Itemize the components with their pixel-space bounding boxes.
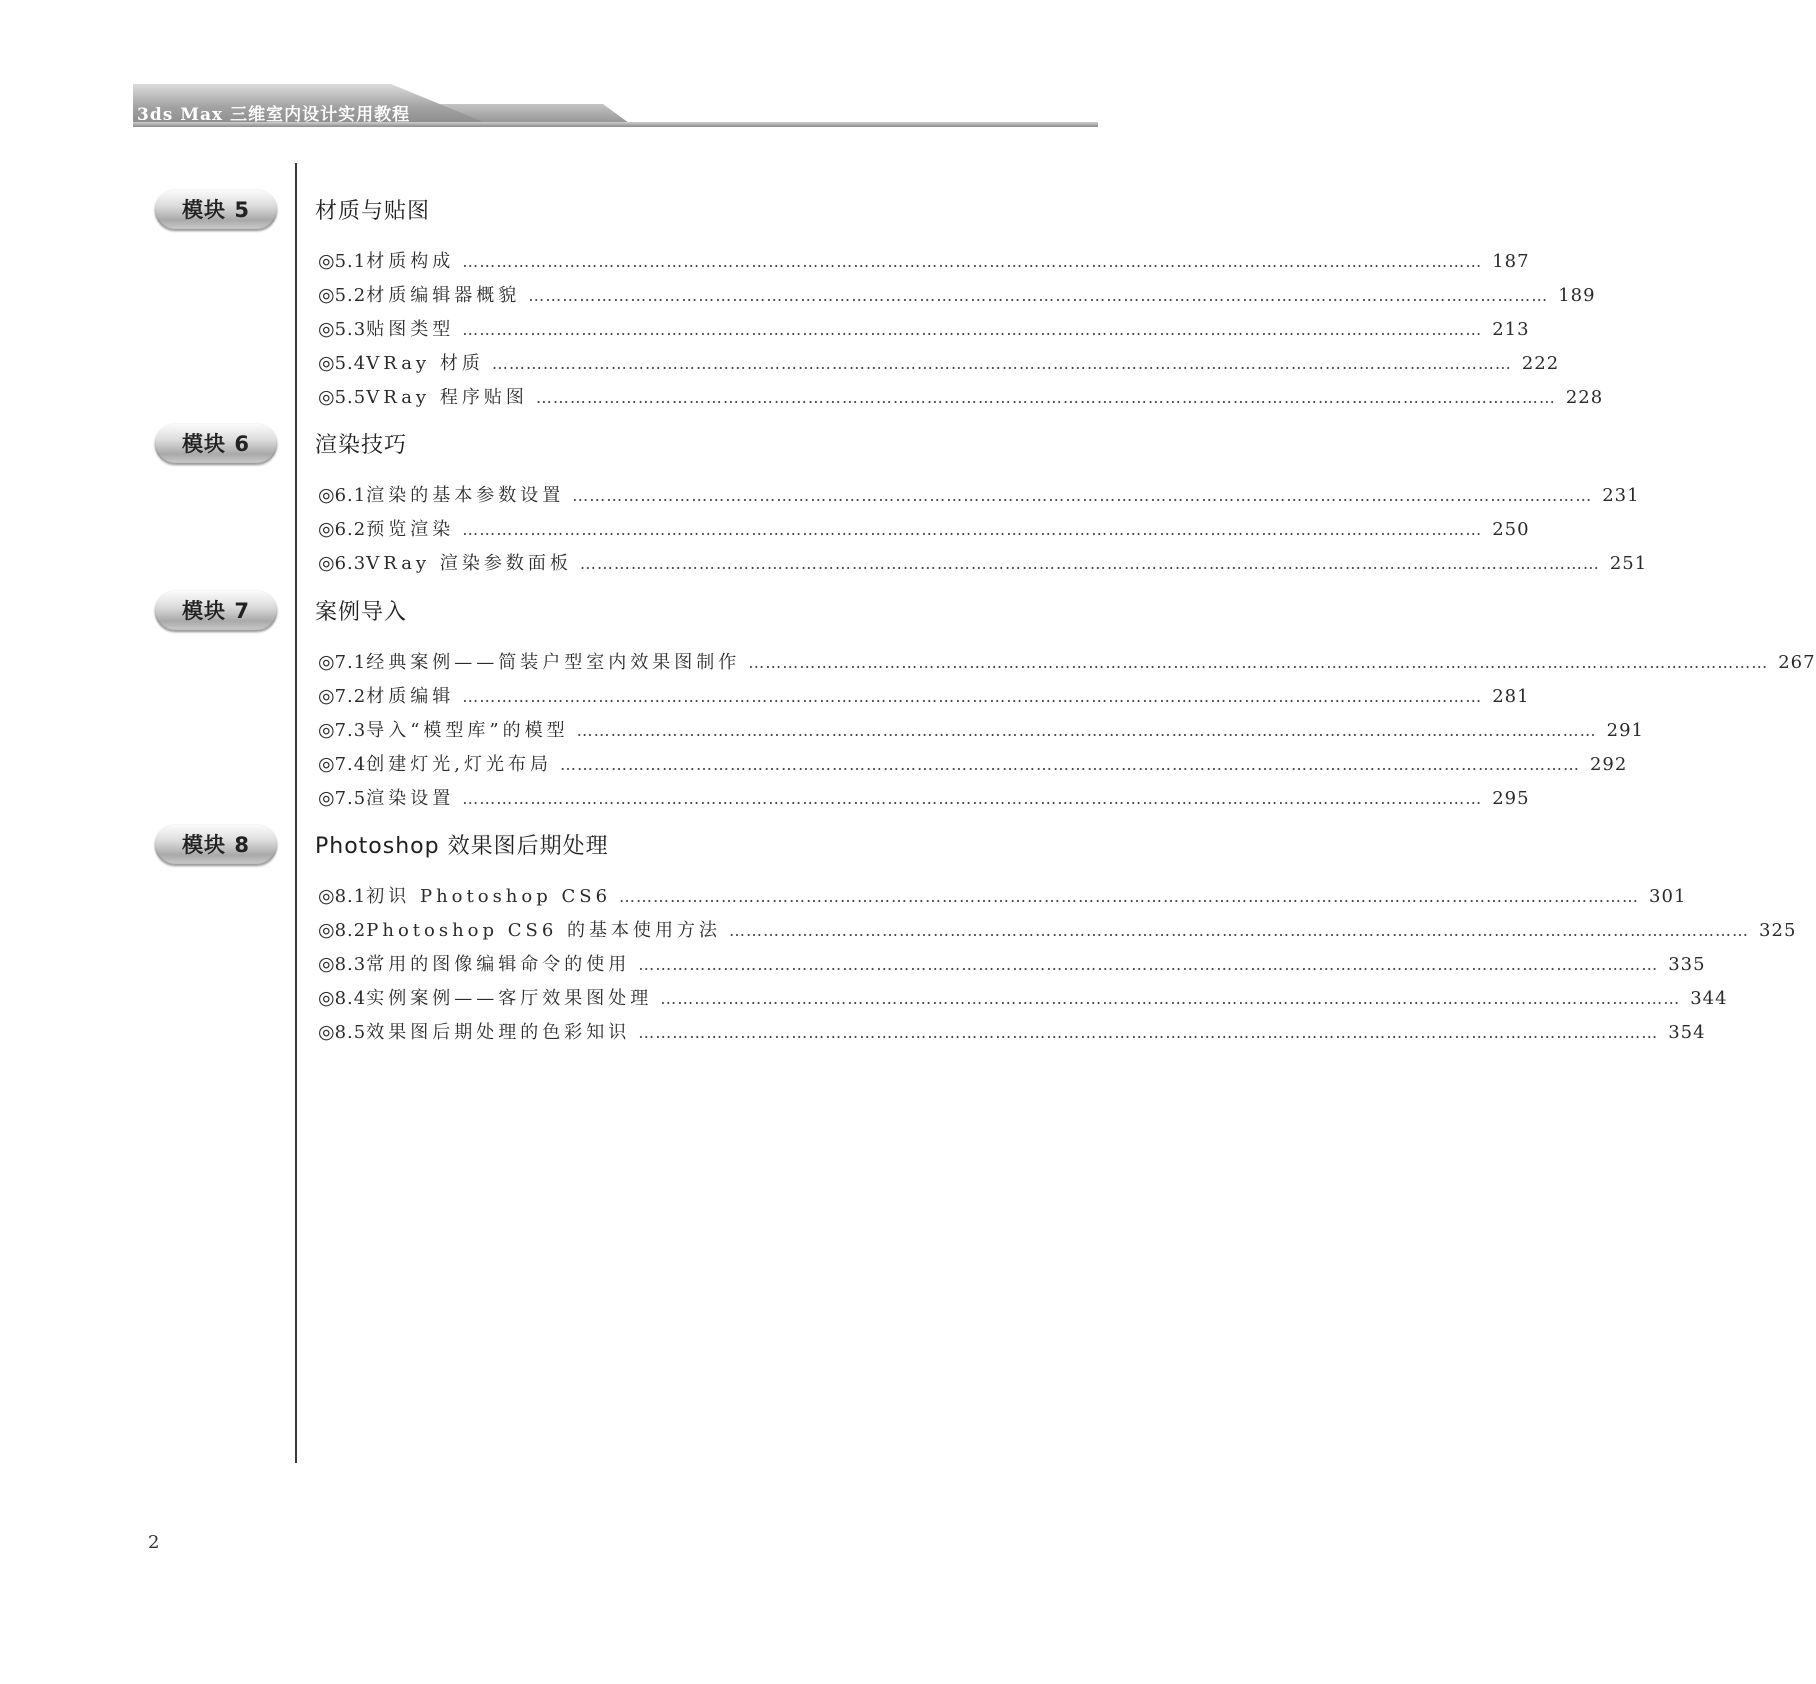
dot-leader: ……………………………………………………………………………………………………………………………………………………………… — [576, 721, 1597, 740]
entry-number: 5.3 — [334, 319, 367, 340]
entry-label: 材质编辑 — [366, 686, 455, 707]
dot-leader: ……………………………………………………………………………………………………………………………………………………………… — [579, 554, 1600, 573]
circle-mark-icon: ◎ — [318, 987, 335, 1009]
module-title: Photoshop 效果图后期处理 — [315, 834, 609, 859]
toc-entry[interactable] — [318, 546, 1648, 580]
circle-mark-icon: ◎ — [318, 352, 335, 374]
entry-page: 354 — [1668, 1022, 1706, 1043]
toc-entry[interactable] — [318, 244, 1530, 278]
module-title: 渲染技巧 — [315, 433, 408, 458]
toc-entry[interactable] — [318, 913, 1797, 947]
circle-mark-icon: ◎ — [318, 318, 335, 340]
dot-leader: ……………………………………………………………………………………………………………………………………………………………… — [572, 486, 1593, 505]
entry-page: 189 — [1558, 285, 1596, 306]
entry-list — [318, 478, 1648, 580]
circle-mark-icon: ◎ — [318, 651, 335, 673]
circle-mark-icon: ◎ — [318, 1021, 335, 1043]
module-badge: 模块 6 — [155, 424, 277, 464]
entry-number: 8.5 — [334, 1022, 367, 1043]
entry-label: VRay 渲染参数面板 — [366, 553, 572, 574]
circle-mark-icon: ◎ — [318, 518, 335, 540]
toc-entry[interactable] — [318, 645, 1816, 679]
entry-label: 创建灯光,灯光布局 — [366, 754, 552, 775]
entry-number: 5.4 — [334, 353, 367, 374]
entry-number: 7.1 — [334, 652, 367, 673]
entry-label: 经典案例——简装户型室内效果图制作 — [366, 652, 741, 673]
entry-page: 301 — [1649, 886, 1687, 907]
circle-mark-icon: ◎ — [318, 484, 335, 506]
dot-leader: ……………………………………………………………………………………………………………………………………………………………… — [660, 989, 1681, 1008]
toc-entry[interactable] — [318, 747, 1628, 781]
circle-mark-icon: ◎ — [318, 386, 335, 408]
toc-entry[interactable] — [318, 346, 1560, 380]
circle-mark-icon: ◎ — [318, 250, 335, 272]
entry-number: 8.4 — [334, 988, 367, 1009]
entry-label: 渲染的基本参数设置 — [366, 485, 565, 506]
circle-mark-icon: ◎ — [318, 284, 335, 306]
dot-leader: ……………………………………………………………………………………………………………………………………………………………… — [638, 1023, 1659, 1042]
entry-label: 导入“模型库”的模型 — [366, 720, 569, 741]
entry-page: 292 — [1589, 754, 1628, 775]
entry-page: 344 — [1690, 988, 1728, 1009]
entry-page: 335 — [1668, 954, 1706, 975]
circle-mark-icon: ◎ — [318, 552, 335, 574]
module-title: 材质与贴图 — [315, 199, 431, 224]
entry-page: 213 — [1492, 319, 1530, 340]
entry-list — [318, 879, 1797, 1049]
dot-leader: ……………………………………………………………………………………………………………………………………………………………… — [462, 320, 1483, 339]
entry-page: 228 — [1565, 387, 1604, 408]
entry-page: 231 — [1602, 485, 1640, 506]
module-badge: 模块 8 — [155, 825, 277, 865]
entry-label: 预览渲染 — [366, 519, 455, 540]
toc-entry[interactable] — [318, 679, 1530, 713]
entry-number: 5.2 — [334, 285, 367, 306]
dot-leader: ……………………………………………………………………………………………………………………………………………………………… — [491, 354, 1512, 373]
toc-entry[interactable] — [318, 1015, 1706, 1049]
page-number: 2 — [148, 1532, 160, 1553]
header-title: 3ds Max 三维室内设计实用教程 — [137, 105, 411, 125]
entry-page: 281 — [1492, 686, 1530, 707]
toc-entry[interactable] — [318, 512, 1530, 546]
entry-label: Photoshop CS6 的基本使用方法 — [366, 920, 722, 941]
entry-page: 267 — [1778, 652, 1816, 673]
dot-leader: ……………………………………………………………………………………………………………………………………………………………… — [462, 789, 1483, 808]
dot-leader: ……………………………………………………………………………………………………………………………………………………………… — [462, 252, 1483, 271]
module-title: 案例导入 — [315, 600, 408, 625]
toc-entry[interactable] — [318, 478, 1640, 512]
entry-page: 291 — [1606, 720, 1644, 741]
entry-label: 材质编辑器概貌 — [366, 285, 521, 306]
entry-label: 实例案例——客厅效果图处理 — [366, 988, 653, 1009]
entry-number: 8.2 — [334, 920, 367, 941]
entry-number: 7.3 — [334, 720, 367, 741]
toc-entry[interactable] — [318, 781, 1530, 815]
entry-list — [318, 645, 1816, 815]
entry-label: VRay 材质 — [366, 353, 484, 374]
toc-entry[interactable] — [318, 981, 1728, 1015]
entry-number: 7.5 — [334, 788, 367, 809]
entry-label: 常用的图像编辑命令的使用 — [366, 954, 631, 975]
toc-entry[interactable] — [318, 879, 1687, 913]
dot-leader: ……………………………………………………………………………………………………………………………………………………………… — [729, 921, 1750, 940]
circle-mark-icon: ◎ — [318, 885, 335, 907]
entry-number: 7.4 — [334, 754, 367, 775]
toc-entry[interactable] — [318, 713, 1644, 747]
dot-leader: ……………………………………………………………………………………………………………………………………………………………… — [528, 286, 1549, 305]
entry-number: 5.1 — [334, 251, 367, 272]
running-header — [133, 84, 1098, 126]
entry-list — [318, 244, 1604, 414]
entry-number: 5.5 — [334, 387, 367, 408]
circle-mark-icon: ◎ — [318, 919, 335, 941]
circle-mark-icon: ◎ — [318, 953, 335, 975]
circle-mark-icon: ◎ — [318, 719, 335, 741]
entry-number: 8.1 — [334, 886, 367, 907]
toc-entry[interactable] — [318, 312, 1530, 346]
entry-label: VRay 程序贴图 — [366, 387, 528, 408]
entry-number: 6.2 — [334, 519, 367, 540]
dot-leader: ……………………………………………………………………………………………………………………………………………………………… — [535, 388, 1556, 407]
entry-page: 295 — [1492, 788, 1530, 809]
entry-label: 渲染设置 — [366, 788, 455, 809]
entry-page: 250 — [1492, 519, 1530, 540]
toc-entry[interactable] — [318, 278, 1596, 312]
module-badge: 模块 5 — [155, 190, 277, 230]
dot-leader: ……………………………………………………………………………………………………………………………………………………………… — [619, 887, 1640, 906]
entry-number: 6.1 — [334, 485, 367, 506]
circle-mark-icon: ◎ — [318, 685, 335, 707]
entry-page: 251 — [1609, 553, 1648, 574]
dot-leader: ……………………………………………………………………………………………………………………………………………………………… — [462, 687, 1483, 706]
entry-page: 187 — [1492, 251, 1530, 272]
entry-page: 325 — [1759, 920, 1797, 941]
circle-mark-icon: ◎ — [318, 787, 335, 809]
dot-leader: ……………………………………………………………………………………………………………………………………………………………… — [559, 755, 1580, 774]
module-badge: 模块 7 — [155, 591, 277, 631]
entry-number: 8.3 — [334, 954, 367, 975]
dot-leader: ……………………………………………………………………………………………………………………………………………………………… — [462, 520, 1483, 539]
entry-page: 222 — [1521, 353, 1560, 374]
toc-entry[interactable] — [318, 947, 1706, 981]
entry-label: 材质构成 — [366, 251, 455, 272]
entry-label: 贴图类型 — [366, 319, 455, 340]
entry-number: 6.3 — [334, 553, 367, 574]
entry-number: 7.2 — [334, 686, 367, 707]
toc-vertical-rule — [295, 163, 297, 1463]
dot-leader: ……………………………………………………………………………………………………………………………………………………………… — [638, 955, 1659, 974]
dot-leader: ……………………………………………………………………………………………………………………………………………………………… — [748, 653, 1769, 672]
toc-entry[interactable] — [318, 380, 1604, 414]
entry-label: 效果图后期处理的色彩知识 — [366, 1022, 631, 1043]
entry-label: 初识 Photoshop CS6 — [366, 886, 612, 907]
circle-mark-icon: ◎ — [318, 753, 335, 775]
